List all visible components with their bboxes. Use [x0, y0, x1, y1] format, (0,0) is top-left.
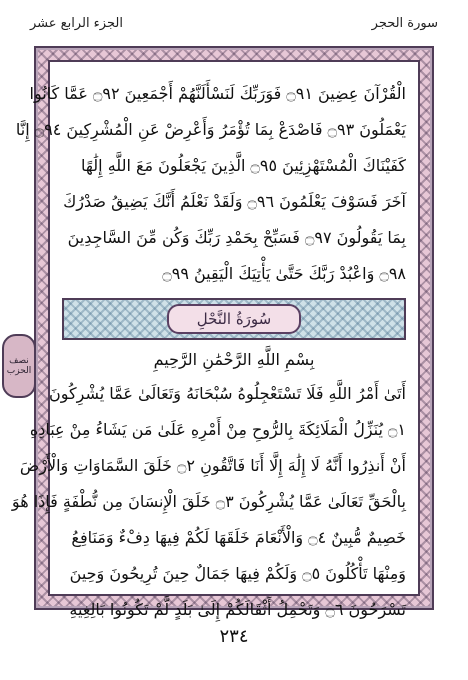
text-line: ۝٩٨ وَاعْبُدْ رَبَّكَ حَتَّىٰ يَأْتِيَكَ الْيَقِينُ ۝٩٩	[162, 264, 406, 283]
text-line: خَصِيمٌ مُّبِينٌ ۝٤ وَالْأَنْعَامَ خَلَقَهَا لَكُمْ فِيهَا دِفْءٌ وَمَنَافِعُ	[71, 528, 406, 547]
text-line: بِالْحَقِّ تَعَالَىٰ عَمَّا يُشْرِكُونَ ۝٣ خَلَقَ الْإِنسَانَ مِن نُّطْفَةٍ فَإِذَا هُوَ	[11, 492, 406, 511]
text-line: تَسْرَحُونَ ۝٦ وَتَحْمِلُ أَثْقَالَكُمْ إِلَىٰ بَلَدٍ لَّمْ تَكُونُوا بَالِغِيهِ	[69, 600, 406, 619]
text-line: أَتَىٰ أَمْرُ اللَّهِ فَلَا تَسْتَعْجِلُوهُ سُبْحَانَهُ وَتَعَالَىٰ عَمَّا يُشْرِكُونَ	[48, 384, 406, 403]
basmala: بِسْمِ اللَّهِ الرَّحْمَٰنِ الرَّحِيمِ	[153, 350, 315, 369]
text-line: أَنْ أَنذِرُوا أَنَّهُ لَا إِلَٰهَ إِلَّا أَنَا فَاتَّقُونِ ۝٢ خَلَقَ السَّمَاوَاتِ وَالْأَرْضَ	[19, 456, 406, 475]
text-line: وَمِنْهَا تَأْكُلُونَ ۝٥ وَلَكُمْ فِيهَا جَمَالٌ حِينَ تُرِيحُونَ وَحِينَ	[69, 564, 406, 583]
hizb-marker-label: نصف الحزب	[6, 356, 32, 376]
text-line: آخَرَ فَسَوْفَ يَعْلَمُونَ ۝٩٦ وَلَقَدْ نَعْلَمُ أَنَّكَ يَضِيقُ صَدْرُكَ	[63, 192, 406, 211]
surah-header-title: سورة الحجر	[371, 16, 438, 31]
page-header	[30, 4, 438, 44]
text-line: ۝١ يُنَزِّلُ الْمَلَائِكَةَ بِالرُّوحِ مِنْ أَمْرِهِ عَلَىٰ مَن يَشَاءُ مِنْ عِبَادِهِ	[29, 420, 406, 439]
surah-banner	[62, 298, 406, 340]
surah-title: سُورَةُ النَّحْلِ	[167, 304, 301, 334]
text-line: الْقُرْآنَ عِضِينَ ۝٩١ فَوَرَبِّكَ لَنَسْأَلَنَّهُمْ أَجْمَعِينَ ۝٩٢ عَمَّا كَانُوا	[29, 84, 406, 103]
page-number: ٢٣٤	[219, 626, 249, 647]
text-line: يَعْمَلُونَ ۝٩٣ فَاصْدَعْ بِمَا تُؤْمَرُ وَأَعْرِضْ عَنِ الْمُشْرِكِينَ ۝٩٤ إِنَّا	[15, 120, 406, 139]
text-line: كَفَيْنَاكَ الْمُسْتَهْزِئِينَ ۝٩٥ الَّذِينَ يَجْعَلُونَ مَعَ اللَّهِ إِلَٰهًا	[81, 156, 406, 175]
hizb-marker-badge	[2, 334, 36, 398]
text-line: بِمَا يَقُولُونَ ۝٩٧ فَسَبِّحْ بِحَمْدِ رَبِّكَ وَكُن مِّنَ السَّاجِدِينَ	[67, 228, 406, 247]
juz-title: الجزء الرابع عشر	[30, 16, 123, 31]
